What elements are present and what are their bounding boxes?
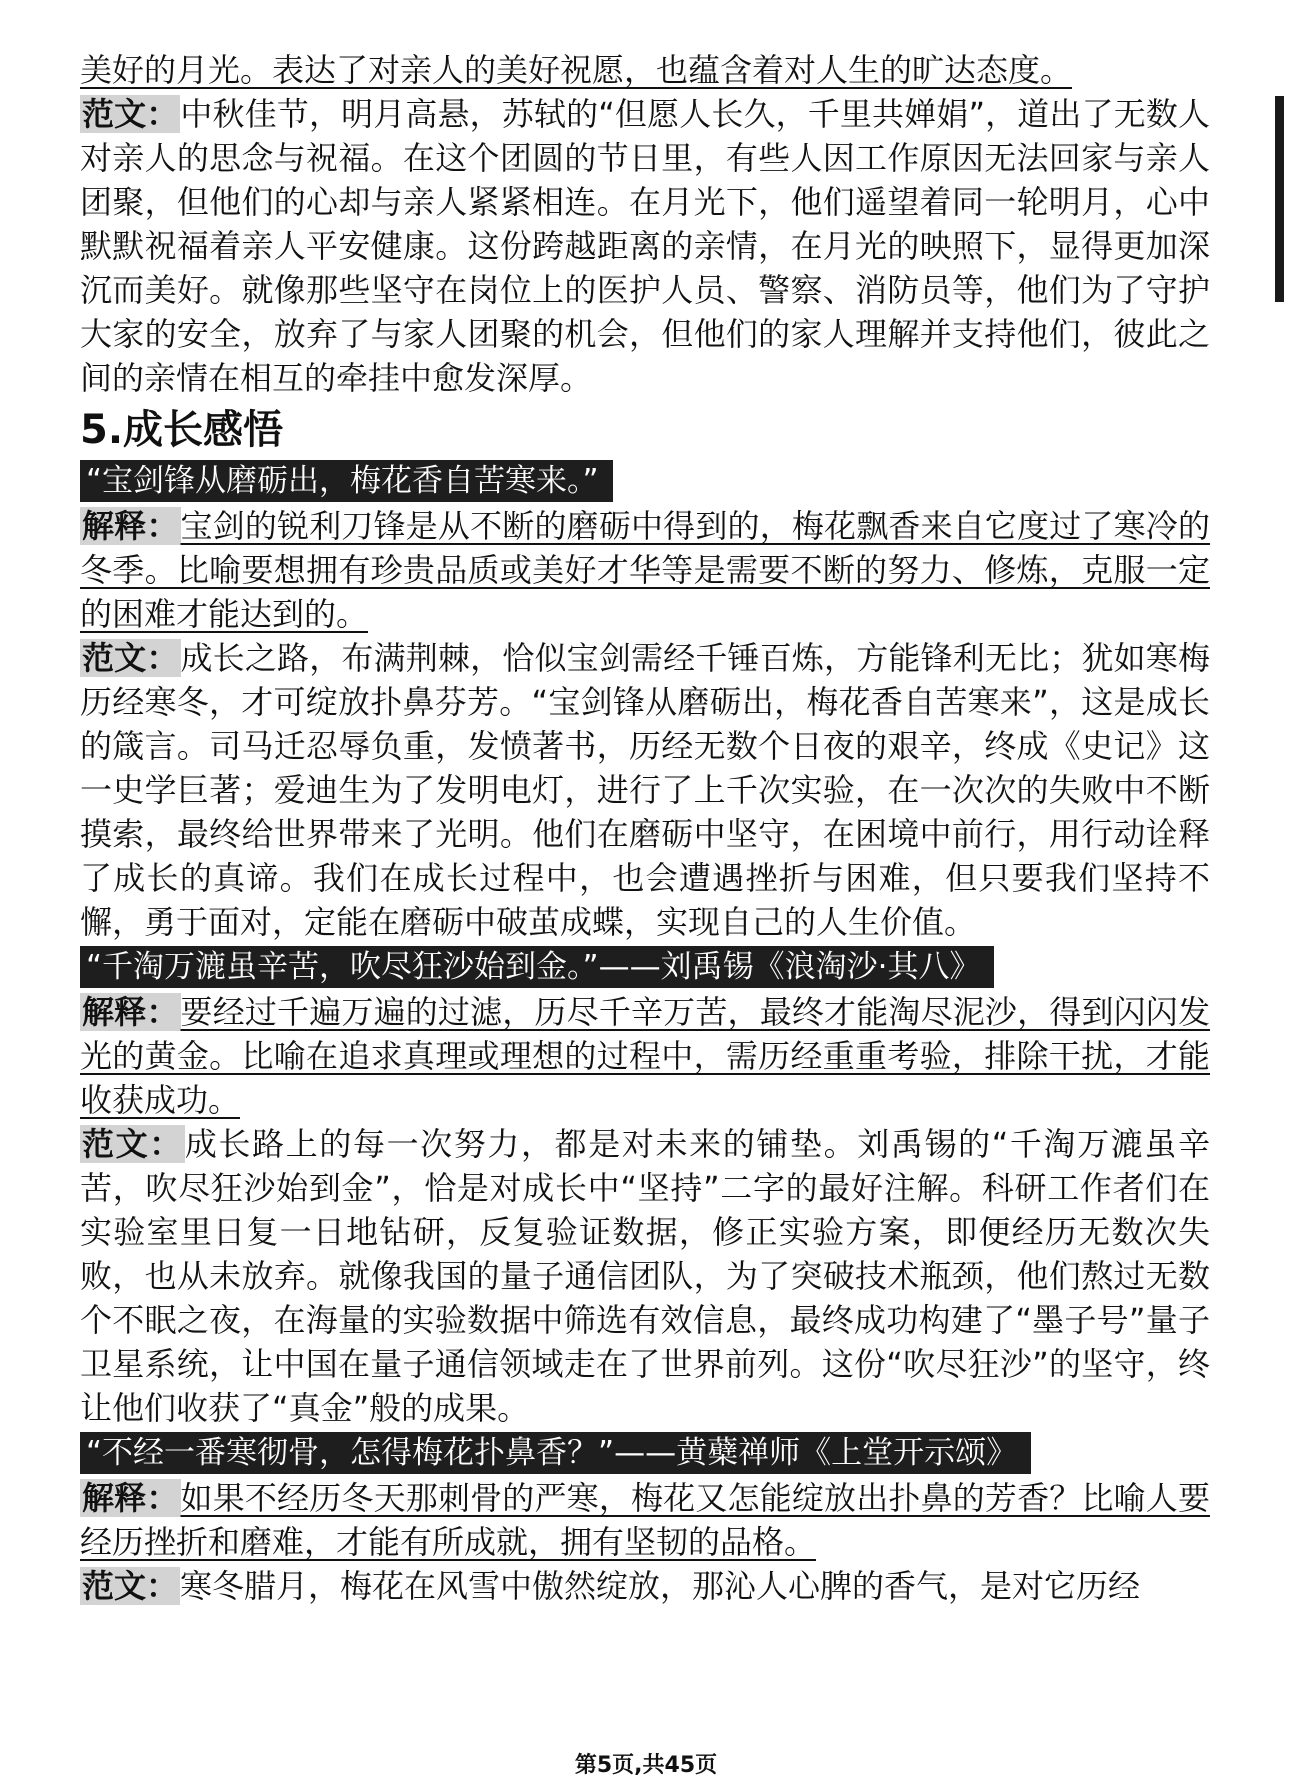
quote-banner: “不经一番寒彻骨，怎得梅花扑鼻香？”——黄蘗禅师《上堂开示颂》 [80,1432,1031,1474]
example-label: 范文： [82,639,179,677]
intro-tail-text: 美好的月光。表达了对亲人的美好祝愿，也蕴含着对人生的旷达态度。 [80,51,1073,89]
page-number: 第5页,共45页 [574,1753,718,1778]
essay-text: 成长路上的每一次努力，都是对未来的铺垫。刘禹锡的“千淘万漉虽辛苦，吹尽狂沙始到金”，恰是对成长中“坚持”二字的最好注解。科研工作者们在实验室里日复一日地钻研，反复验证数据，修正实验方案，即便经历无数次失败，也从未放弃。就像我国的量子通信团队，为了突破技术瓶颈，他们熬过无数个不眠之夜，在海量的实验数据中筛选有效信息，最终成功构建了“墨子号”量子卫星系统，让中国在量子通信领域走在了世界前列。这份“吹尽狂沙”的坚守，终让他们收获了“真金”般的成果。 [80,1125,1210,1427]
essay-text: 寒冬腊月，梅花在风雪中傲然绽放，那沁人心脾的香气，是对它历经 [180,1567,1141,1605]
essay-paragraph [80,1122,1210,1430]
explanation-text: 如果不经历冬天那刺骨的严寒，梅花又怎能绽放出扑鼻的芳香？比喻人要经历挫折和磨难，才能有所成就，拥有坚韧的品格。 [80,1479,1210,1561]
explanation-paragraph [80,1476,1210,1564]
page-content [80,48,1210,1608]
example-label: 范文： [82,1125,183,1163]
essay-text: 中秋佳节，明月高悬，苏轼的“但愿人长久，千里共婵娟”，道出了无数人对亲人的思念与祝福。在这个团圆的节日里，有些人因工作原因无法回家与亲人团聚，但他们的心却与亲人紧紧相连。在月光下，他们遥望着同一轮明月，心中默默祝福着亲人平安健康。这份跨越距离的亲情，在月光的映照下，显得更加深沉而美好。就像那些坚守在岗位上的医护人员、警察、消防员等，他们为了守护大家的安全，放弃了与家人团聚的机会，但他们的家人理解并支持他们，彼此之间的亲情在相互的牵挂中愈发深厚。 [80,95,1210,397]
explanation-text: 宝剑的锐利刀锋是从不断的磨砺中得到的，梅花飘香来自它度过了寒冷的冬季。比喻要想拥有珍贵品质或美好才华等是需要不断的努力、修炼，克服一定的困难才能达到的。 [80,507,1210,633]
page-footer [0,1748,1292,1779]
scroll-indicator [1275,96,1284,302]
example-label: 范文： [82,95,179,133]
explanation-text: 要经过千遍万遍的过滤，历尽千辛万苦，最终才能淘尽泥沙，得到闪闪发光的黄金。比喻在追求真理或理想的过程中，需历经重重考验，排除干扰，才能收获成功。 [80,993,1210,1119]
explanation-paragraph [80,990,1210,1122]
explain-label: 解释： [82,1479,179,1517]
explain-label: 解释： [82,507,179,545]
essay-text: 成长之路，布满荆棘，恰似宝剑需经千锤百炼，方能锋利无比；犹如寒梅历经寒冬，才可绽放扑鼻芬芳。“宝剑锋从磨砺出，梅花香自苦寒来”，这是成长的箴言。司马迁忍辱负重，发愤著书，历经无数个日夜的艰辛，终成《史记》这一史学巨著；爱迪生为了发明电灯，进行了上千次实验，在一次次的失败中不断摸索，最终给世界带来了光明。他们在磨砺中坚守，在困境中前行，用行动诠释了成长的真谛。我们在成长过程中，也会遭遇挫折与困难，但只要我们坚持不懈，勇于面对，定能在磨砺中破茧成蝶，实现自己的人生价值。 [80,639,1210,941]
intro-tail-paragraph [80,48,1210,92]
quote-banner: “千淘万漉虽辛苦，吹尽狂沙始到金。”——刘禹锡《浪淘沙·其八》 [80,946,994,988]
essay-paragraph [80,636,1210,944]
section-title: 5.成长感悟 [80,407,284,453]
explain-label: 解释： [82,993,179,1031]
quote-banner: “宝剑锋从磨砺出，梅花香自苦寒来。” [80,460,613,502]
essay-paragraph [80,1564,1210,1608]
example-label: 范文： [82,1567,179,1605]
essay-paragraph [80,92,1210,400]
explanation-paragraph [80,504,1210,636]
